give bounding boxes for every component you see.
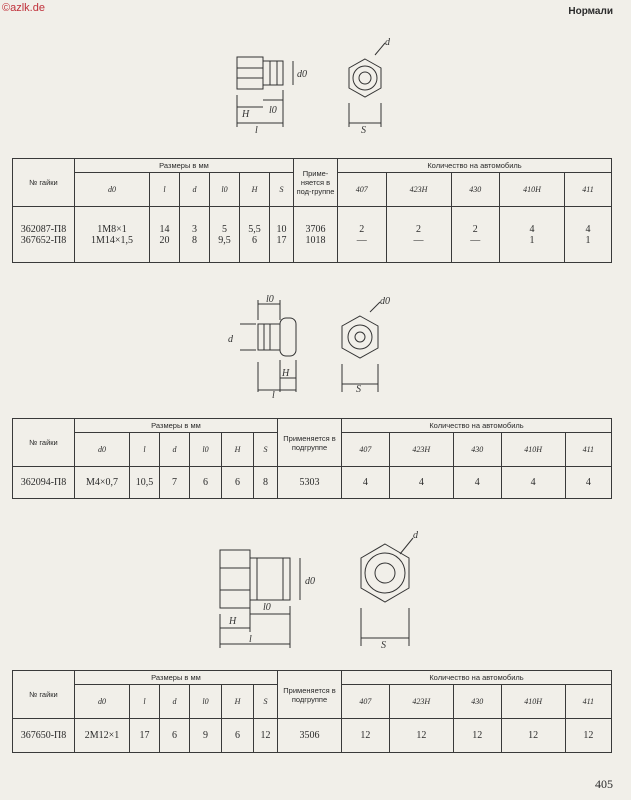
cell-car_models-3: 410Н — [500, 173, 565, 207]
cell-table1-rows-0-q430: 2 — — [451, 207, 500, 263]
label-S: S — [381, 640, 386, 651]
cell-dim_labels-4: H — [222, 685, 254, 719]
label-d: d — [413, 530, 418, 541]
cell-table2-row-q410: 4 — [501, 467, 565, 499]
cell-car_models-2: 430 — [451, 173, 500, 207]
cell-table2-row-d0: М4×0,7 — [75, 467, 130, 499]
label-l: l — [255, 125, 258, 135]
cell-table2-row-applied: 5303 — [278, 467, 342, 499]
cell-table3-row-applied: 3506 — [278, 719, 342, 753]
cell-dim_labels-1: l — [130, 433, 160, 467]
cell-table1-rows-0-d: 3 8 — [180, 207, 210, 263]
label-l0: l0 — [263, 602, 271, 613]
cell-dim_labels-0: d0 — [75, 685, 130, 719]
drawing-nut-1 — [225, 35, 425, 135]
cell-dim_labels-2: d — [160, 685, 190, 719]
cell-car_models-0: 407 — [342, 433, 390, 467]
cell-headers-applied: Применяется в подгруппе — [278, 671, 342, 719]
spec-table-3 — [12, 670, 612, 753]
cell-table2-row-q407: 4 — [342, 467, 390, 499]
cell-dim_labels-3: l0 — [210, 173, 240, 207]
cell-table1-rows-0-l: 14 20 — [150, 207, 180, 263]
table-row — [13, 467, 612, 499]
label-d0: d0 — [305, 576, 315, 587]
cell-headers-qty: Количество на автомобиль — [342, 671, 612, 685]
cell-headers-dims: Размеры в мм — [75, 419, 278, 433]
cell-headers-dims: Размеры в мм — [75, 671, 278, 685]
cell-table1-rows-0-d0: 1М8×1 1М14×1,5 — [75, 207, 150, 263]
col-applied: Приме-няется в под-группе — [294, 159, 338, 207]
spec-table-1 — [12, 158, 612, 263]
cell-dim_labels-3: l0 — [190, 685, 222, 719]
cell-table3-row-q423: 12 — [389, 719, 453, 753]
label-l: l — [249, 634, 252, 645]
cell-headers-nut_no: № гайки — [13, 419, 75, 467]
cell-table3-row-q407: 12 — [342, 719, 390, 753]
label-H: H — [242, 109, 250, 120]
page-number: 405 — [595, 777, 613, 791]
cell-table2-row-l: 10,5 — [130, 467, 160, 499]
cell-dim_labels-1: l — [150, 173, 180, 207]
cell-table3-row-d0: 2М12×1 — [75, 719, 130, 753]
cell-car_models-3: 410Н — [501, 685, 565, 719]
label-H: H — [282, 368, 290, 379]
watermark: ©azlk.de — [2, 2, 45, 14]
col-qty: Количество на автомобиль — [338, 159, 612, 173]
cell-table3-row-d: 6 — [160, 719, 190, 753]
cell-headers-qty: Количество на автомобиль — [342, 419, 612, 433]
cell-table1-rows-0-q410: 4 1 — [500, 207, 565, 263]
cell-table2-row-q423: 4 — [389, 467, 453, 499]
cell-dim_labels-4: H — [240, 173, 270, 207]
cell-car_models-4: 411 — [565, 173, 612, 207]
cell-table2-row-q430: 4 — [453, 467, 501, 499]
cell-dim_labels-4: H — [222, 433, 254, 467]
cell-table1-rows-0-H: 5,5 6 — [240, 207, 270, 263]
cell-car_models-1: 423Н — [389, 433, 453, 467]
cell-car_models-4: 411 — [565, 433, 611, 467]
cell-table1-rows-0-q423: 2 — — [386, 207, 451, 263]
cell-car_models-4: 411 — [565, 685, 611, 719]
cell-dim_labels-1: l — [130, 685, 160, 719]
label-d: d — [228, 334, 233, 345]
cell-car_models-3: 410Н — [501, 433, 565, 467]
col-dims: Размеры в мм — [75, 159, 294, 173]
cell-table1-rows-0-l0: 5 9,5 — [210, 207, 240, 263]
label-d0: d0 — [297, 69, 307, 80]
cell-car_models-0: 407 — [338, 173, 387, 207]
cell-car_models-1: 423Н — [386, 173, 451, 207]
cell-dim_labels-5: S — [270, 173, 294, 207]
cell-car_models-2: 430 — [453, 685, 501, 719]
drawing-nut-2 — [220, 292, 420, 402]
cell-dim_labels-5: S — [254, 685, 278, 719]
cell-table2-row-q411: 4 — [565, 467, 611, 499]
spec-table-2 — [12, 418, 612, 499]
cell-table1-rows-0-no: 362087-П8 367652-П8 — [13, 207, 75, 263]
cell-table2-row-H: 6 — [222, 467, 254, 499]
cell-table3-row-no: 367650-П8 — [13, 719, 75, 753]
label-l0: l0 — [266, 294, 274, 305]
cell-table3-row-l0: 9 — [190, 719, 222, 753]
label-l: l — [272, 390, 275, 401]
cell-table2-row-S: 8 — [254, 467, 278, 499]
col-nut-no: № гайки — [13, 159, 75, 207]
cell-headers-nut_no: № гайки — [13, 671, 75, 719]
cell-dim_labels-5: S — [254, 433, 278, 467]
cell-dim_labels-2: d — [160, 433, 190, 467]
cell-dim_labels-2: d — [180, 173, 210, 207]
cell-car_models-2: 430 — [453, 433, 501, 467]
cell-table2-row-no: 362094-П8 — [13, 467, 75, 499]
cell-dim_labels-0: d0 — [75, 173, 150, 207]
cell-dim_labels-0: d0 — [75, 433, 130, 467]
label-S: S — [356, 384, 361, 395]
label-d: d — [385, 37, 390, 48]
cell-table3-row-H: 6 — [222, 719, 254, 753]
label-S: S — [361, 125, 366, 135]
label-d0: d0 — [380, 296, 390, 307]
cell-dim_labels-3: l0 — [190, 433, 222, 467]
cell-table1-rows-0-S: 10 17 — [270, 207, 294, 263]
cell-table1-rows-0-q407: 2 — — [338, 207, 387, 263]
drawing-nut-3 — [205, 528, 425, 653]
cell-table1-rows-0-applied: 3706 1018 — [294, 207, 338, 263]
cell-table3-row-q410: 12 — [501, 719, 565, 753]
cell-table3-row-l: 17 — [130, 719, 160, 753]
section-title: Нормали — [568, 6, 613, 17]
label-H: H — [229, 616, 237, 627]
cell-headers-applied: Применяется в подгруппе — [278, 419, 342, 467]
table-row — [13, 207, 612, 263]
cell-table3-row-S: 12 — [254, 719, 278, 753]
table-row — [13, 719, 612, 753]
cell-table2-row-d: 7 — [160, 467, 190, 499]
cell-table3-row-q430: 12 — [453, 719, 501, 753]
label-l0: l0 — [269, 105, 277, 116]
cell-table3-row-q411: 12 — [565, 719, 611, 753]
cell-car_models-1: 423Н — [389, 685, 453, 719]
cell-car_models-0: 407 — [342, 685, 390, 719]
cell-table1-rows-0-q411: 4 1 — [565, 207, 612, 263]
cell-table2-row-l0: 6 — [190, 467, 222, 499]
